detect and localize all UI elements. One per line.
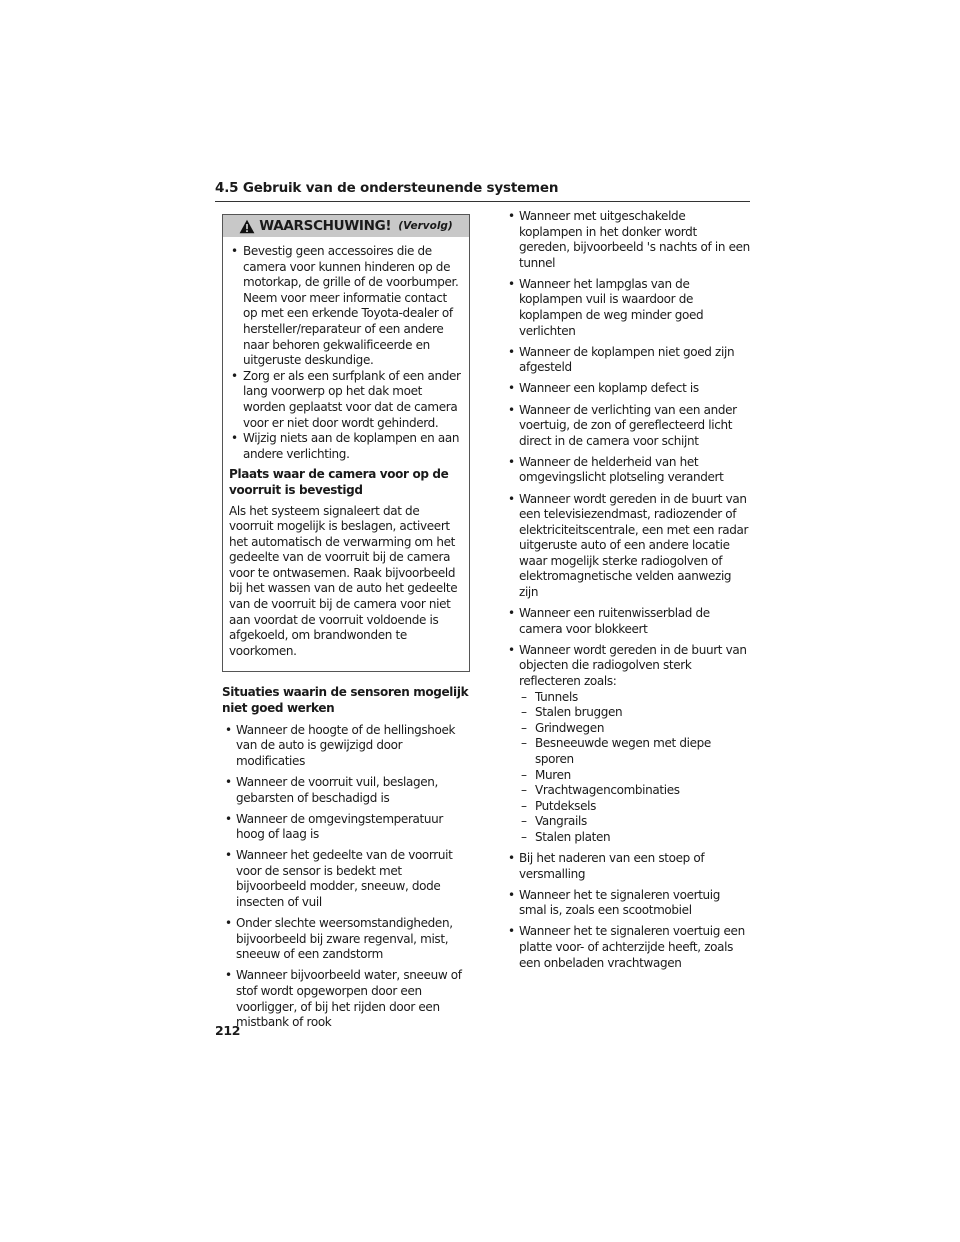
list-item: • Wanneer een koplamp defect is [505, 381, 750, 397]
sub-list-item: – Stalen bruggen [519, 705, 750, 721]
list-item: • Onder slechte weersomstandigheden, bijvoorbeeld bij zware regenval, mist, sneeuw of een zandstorm [222, 916, 470, 963]
list-item: • Bij het naderen van een stoep of versmalling [505, 851, 750, 882]
list-item: • Wanneer de hoogte of de hellingshoek van de auto is gewijzigd door modificaties [222, 723, 470, 770]
warning-bullet: • Bevestig geen accessoires die de camera voor kunnen hinderen op de motorkap, de grille of de voorbumper. Neem voor meer informatie contact op met een erkende Toyota-dealer of hersteller/reparateur of een andere naar behoren gekwalificeerde en uitgeruste deskundige. [229, 244, 461, 369]
sensor-situations-list-left [222, 723, 470, 1031]
list-item: • Wanneer de omgevingstemperatuur hoog of laag is [222, 812, 470, 843]
sensor-situations-list-right [505, 209, 750, 971]
section-title: 4.5 Gebruik van de ondersteunende systemen [215, 180, 559, 196]
sub-list-item: – Stalen platen [519, 830, 750, 846]
warning-title: WAARSCHUWING! [259, 218, 392, 234]
list-item: • Wanneer de koplampen niet goed zijn afgesteld [505, 345, 750, 376]
warning-body [223, 237, 469, 671]
list-item: • Wanneer met uitgeschakelde koplampen in het donker wordt gereden, bijvoorbeeld 's nachts of in een tunnel [505, 209, 750, 271]
list-item: • Wanneer het lampglas van de koplampen vuil is waardoor de koplampen de weg minder goed verlichten [505, 277, 750, 339]
list-item: • Wanneer wordt gereden in de buurt van een televisiezendmast, radiozender of elektriciteitscentrale, een met een radar uitgeruste auto of een andere locatie waar mogelijk sterke radiogolven of elektromagnetische velden aanwezig zijn [505, 492, 750, 601]
warning-header [223, 215, 469, 237]
page-number: 212 [215, 1023, 241, 1038]
list-item-radio-reflectors [505, 643, 750, 846]
left-column [222, 214, 470, 1036]
warning-paragraph: Als het systeem signaleert dat de voorruit mogelijk is beslagen, activeert het automatisch de verwarming om het gedeelte van de voorruit bij de camera voor te ontwasemen. Raak bijvoorbeeld bij het wassen van de auto het gedeelte van de voorruit bij de camera voor niet aan voordat de voorruit voldoende is afgekoeld, om brandwonden te voorkomen. [229, 503, 458, 658]
sub-list-item: – Muren [519, 768, 750, 784]
warning-box [222, 214, 470, 672]
warning-continued-label: (Vervolg) [398, 220, 453, 232]
sub-list-item: – Putdeksels [519, 799, 750, 815]
sub-list-item: – Vangrails [519, 814, 750, 830]
sub-list-item: – Tunnels [519, 690, 750, 706]
list-item-text: Wanneer wordt gereden in de buurt van objecten die radiogolven sterk reflecteren zoals: [519, 642, 747, 689]
list-item: • Wanneer het te signaleren voertuig een platte voor- of achterzijde heeft, zoals een onbeladen vrachtwagen [505, 924, 750, 971]
right-column [505, 209, 750, 977]
sub-list-item: – Vrachtwagencombinaties [519, 783, 750, 799]
warning-bullet: • Zorg er als een surfplank of een ander lang voorwerp op het dak moet worden geplaatst voor dat de camera voor er niet door wordt gehinderd. [229, 369, 461, 431]
warning-subheading: Plaats waar de camera voor op de voorruit is bevestigd [229, 467, 449, 497]
list-item: • Wanneer de verlichting van een ander voertuig, de zon of gereflecteerd licht direct in de camera voor schijnt [505, 403, 750, 450]
list-item: • Wanneer een ruitenwisserblad de camera voor blokkeert [505, 606, 750, 637]
list-item: • Wanneer de helderheid van het omgevingslicht plotseling verandert [505, 455, 750, 486]
reflector-sub-list [519, 690, 750, 846]
warning-bullet: • Wijzig niets aan de koplampen en aan andere verlichting. [229, 431, 461, 462]
sub-list-item: – Grindwegen [519, 721, 750, 737]
page-header [215, 180, 750, 202]
sensor-situations-heading: Situaties waarin de sensoren mogelijk niet goed werken [222, 685, 469, 716]
sub-list-item: – Besneeuwde wegen met diepe sporen [519, 736, 750, 767]
list-item: • Wanneer de voorruit vuil, beslagen, gebarsten of beschadigd is [222, 775, 470, 806]
list-item: • Wanneer het gedeelte van de voorruit voor de sensor is bedekt met bijvoorbeeld modder, sneeuw, dode insecten of vuil [222, 848, 470, 910]
warning-triangle-icon [239, 219, 255, 234]
list-item: • Wanneer het te signaleren voertuig smal is, zoals een scootmobiel [505, 888, 750, 919]
list-item: • Wanneer bijvoorbeeld water, sneeuw of stof wordt opgeworpen door een voorligger, of bij het rijden door een mistbank of rook [222, 968, 470, 1030]
